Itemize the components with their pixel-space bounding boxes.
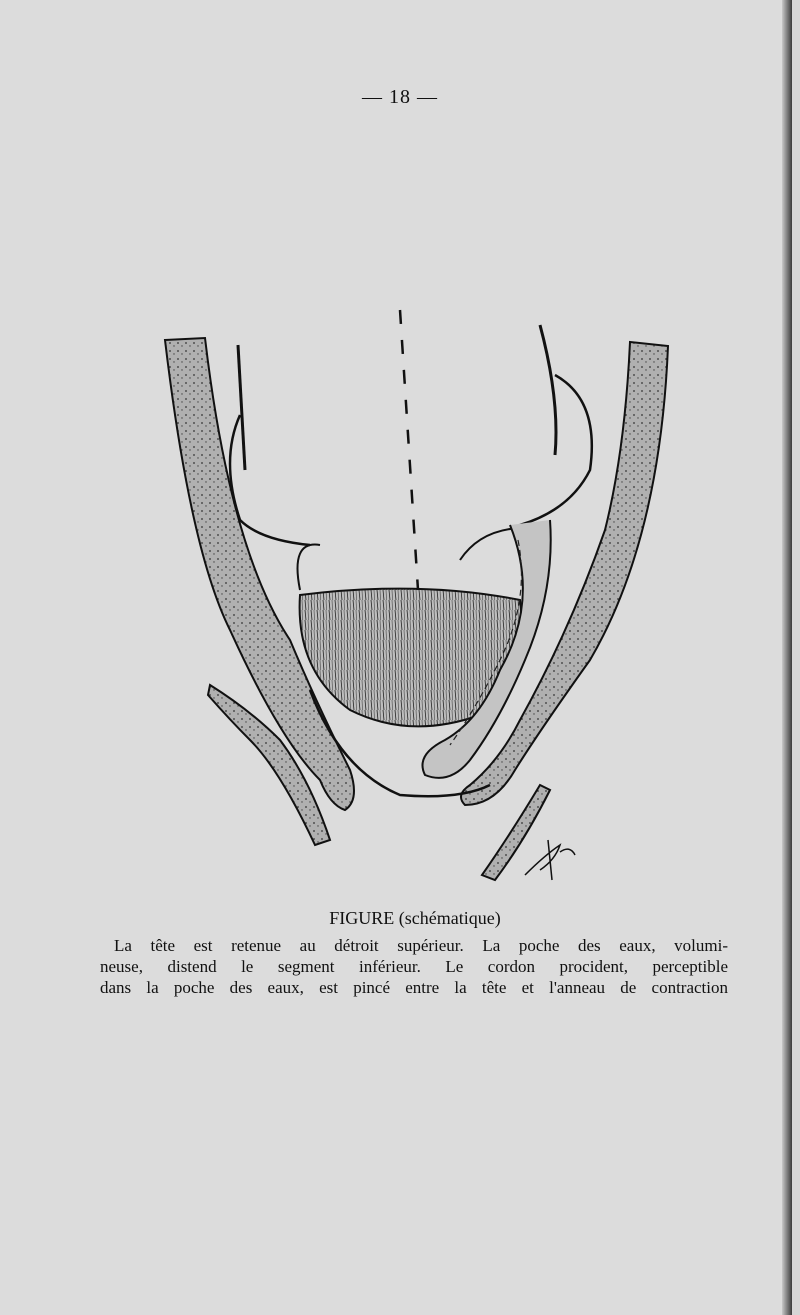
left-sac-line [238, 345, 245, 470]
right-membrane [460, 528, 520, 560]
axis-line [400, 310, 418, 590]
figure-caption [100, 935, 728, 998]
page-number: — 18 — [362, 86, 438, 108]
figure-title: FIGURE (schématique) [329, 908, 501, 928]
left-membrane [298, 545, 321, 590]
right-sac-line [540, 325, 556, 455]
caption-line: La tête est retenue au détroit supérieur. La poche des eaux, volumi- [114, 936, 728, 955]
schematic-figure [160, 300, 680, 890]
right-wall [461, 342, 668, 805]
caption-line: neuse, distend le segment inférieur. Le cordon procident, perceptible [100, 957, 728, 976]
caption-line: dans la poche des eaux, est pincé entre la tête et l'anneau de contraction [100, 978, 728, 997]
artist-signature [525, 840, 575, 880]
right-lower-wall [482, 785, 550, 880]
